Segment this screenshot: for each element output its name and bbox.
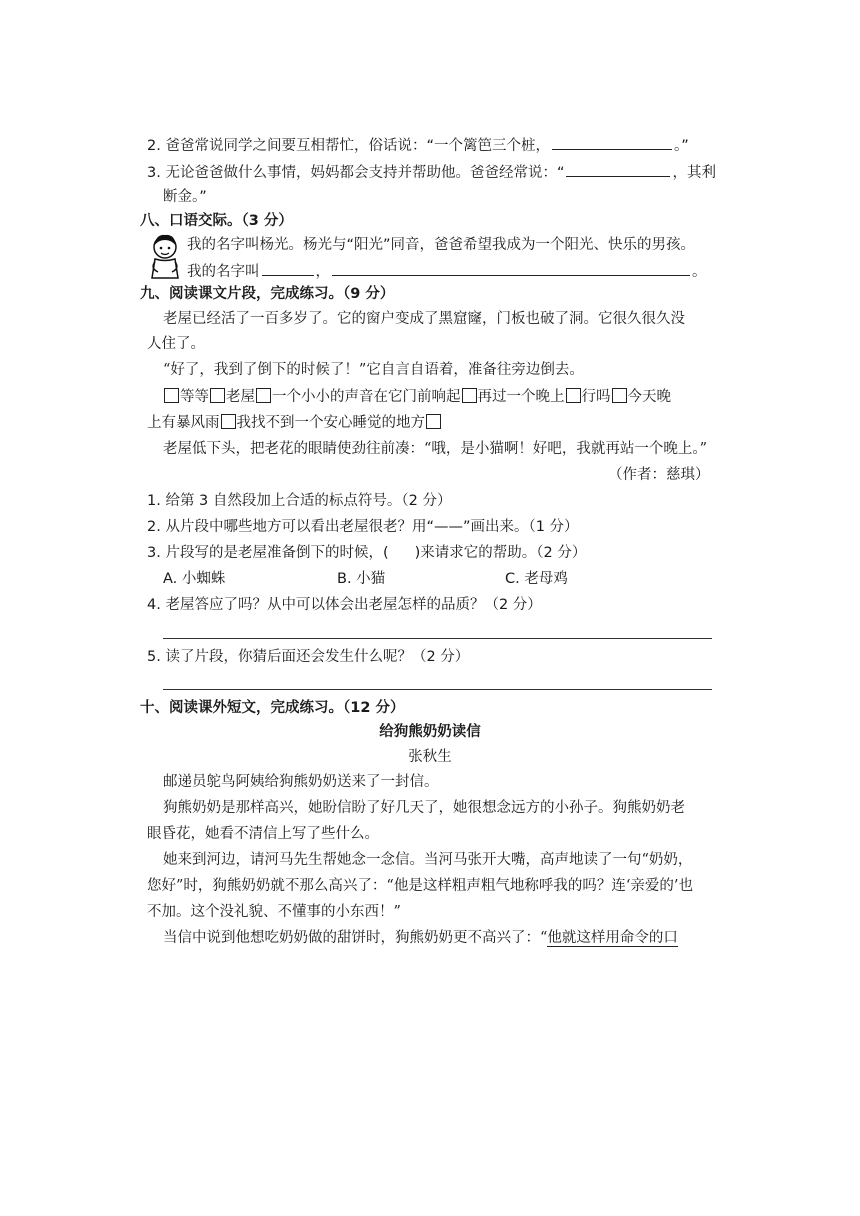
answer-blank[interactable] — [552, 134, 672, 150]
punctuation-line-1: 等等 老屋 一个小小的声音在它门前响起 再过一个晚上 行吗 今天晚 — [163, 387, 671, 407]
q7-question-2: 2. 爸爸常说同学之间要互相帮忙，俗话说：“一个篱笆三个桩， 。” — [147, 134, 689, 156]
section-8-prompt-line: 我的名字叫 ， 。 — [187, 260, 707, 282]
punctuation-box[interactable] — [164, 388, 179, 403]
q7-question-3-cont: 断金。” — [163, 189, 207, 205]
story-author: 张秋生 — [408, 749, 452, 765]
section-9-q1: 1. 给第 3 自然段加上合适的标点符号。（2 分） — [147, 493, 452, 509]
section-9-q5: 5. 读了片段，你猜后面还会发生什么呢？（2 分） — [147, 649, 470, 665]
meaning-blank[interactable] — [332, 260, 690, 276]
punctuation-box[interactable] — [462, 388, 477, 403]
punctuation-box[interactable] — [426, 414, 441, 429]
punctuation-box[interactable] — [566, 388, 581, 403]
section-10-heading: 十、阅读课外短文，完成练习。（12 分） — [140, 700, 405, 716]
answer-blank[interactable] — [566, 161, 670, 177]
story-line: 邮递员鸵鸟阿姨给狗熊奶奶送来了一封信。 — [163, 774, 439, 790]
punctuation-box[interactable] — [256, 388, 271, 403]
story-line: 您好”时，狗熊奶奶就不那么高兴了：“他是这样粗声粗气地称呼我的吗？连‘亲爱的’也 — [147, 878, 694, 894]
section-9-q4: 4. 老屋答应了吗？从中可以体会出老屋怎样的品质？（2 分） — [147, 597, 542, 613]
story-line: 她来到河边，请河马先生帮她念一念信。当河马张开大嘴，高声地读了一句“奶奶， — [163, 852, 693, 868]
option-c[interactable]: C. 老母鸡 — [505, 571, 568, 587]
passage-line: “好了，我到了倒下的时候了！”它自言自语着，准备往旁边倒去。 — [163, 362, 584, 378]
story-line: 狗熊奶奶是那样高兴，她盼信盼了好几天了，她很想念远方的小孙子。狗熊奶奶老 — [163, 800, 685, 816]
section-8-sentence: 我的名字叫杨光。杨光与“阳光”同音，爸爸希望我成为一个阳光、快乐的男孩。 — [187, 237, 696, 253]
punctuation-line-2: 上有暴风雨 我找不到一个安心睡觉的地方 — [147, 413, 442, 433]
boy-avatar-icon — [146, 232, 184, 280]
story-line: 不加。这个没礼貌、不懂事的小东西！” — [147, 904, 401, 920]
punctuation-box[interactable] — [221, 414, 236, 429]
passage-author: （作者：慈琪） — [608, 467, 710, 483]
story-line-underlined: 当信中说到他想吃奶奶做的甜饼时，狗熊奶奶更不高兴了：“他就这样用命令的口 — [163, 930, 678, 946]
underlined-phrase: 他就这样用命令的口 — [547, 930, 678, 946]
section-9-heading: 九、阅读课文片段，完成练习。（9 分） — [140, 286, 395, 302]
passage-line: 老屋低下头，把老花的眼睛使劲往前凑：“哦，是小猫啊！好吧，我就再站一个晚上。” — [163, 441, 708, 457]
section-9-q3: 3. 片段写的是老屋准备倒下的时候，( )来请求它的帮助。（2 分） — [147, 545, 587, 561]
passage-line: 人住了。 — [147, 336, 205, 352]
section-9-q2: 2. 从片段中哪些地方可以看出老屋很老？用“——”画出来。（1 分） — [147, 519, 579, 535]
passage-line: 老屋已经活了一百多岁了。它的窗户变成了黑窟窿，门板也破了洞。它很久很久没 — [163, 311, 685, 327]
story-title: 给狗熊奶奶读信 — [379, 724, 481, 740]
q7-question-3: 3. 无论爸爸做什么事情，妈妈都会支持并帮助他。爸爸经常说：“ ，其利 — [147, 161, 716, 183]
section-8-heading: 八、口语交际。（3 分） — [140, 213, 293, 229]
option-b[interactable]: B. 小猫 — [337, 571, 386, 587]
punctuation-box[interactable] — [210, 388, 225, 403]
punctuation-box[interactable] — [612, 388, 627, 403]
answer-line-q4[interactable] — [163, 638, 712, 639]
option-a[interactable]: A. 小蜘蛛 — [163, 571, 226, 587]
story-line: 眼昏花，她看不清信上写了些什么。 — [147, 826, 379, 842]
name-blank[interactable] — [262, 260, 314, 276]
answer-line-q5[interactable] — [163, 689, 712, 690]
